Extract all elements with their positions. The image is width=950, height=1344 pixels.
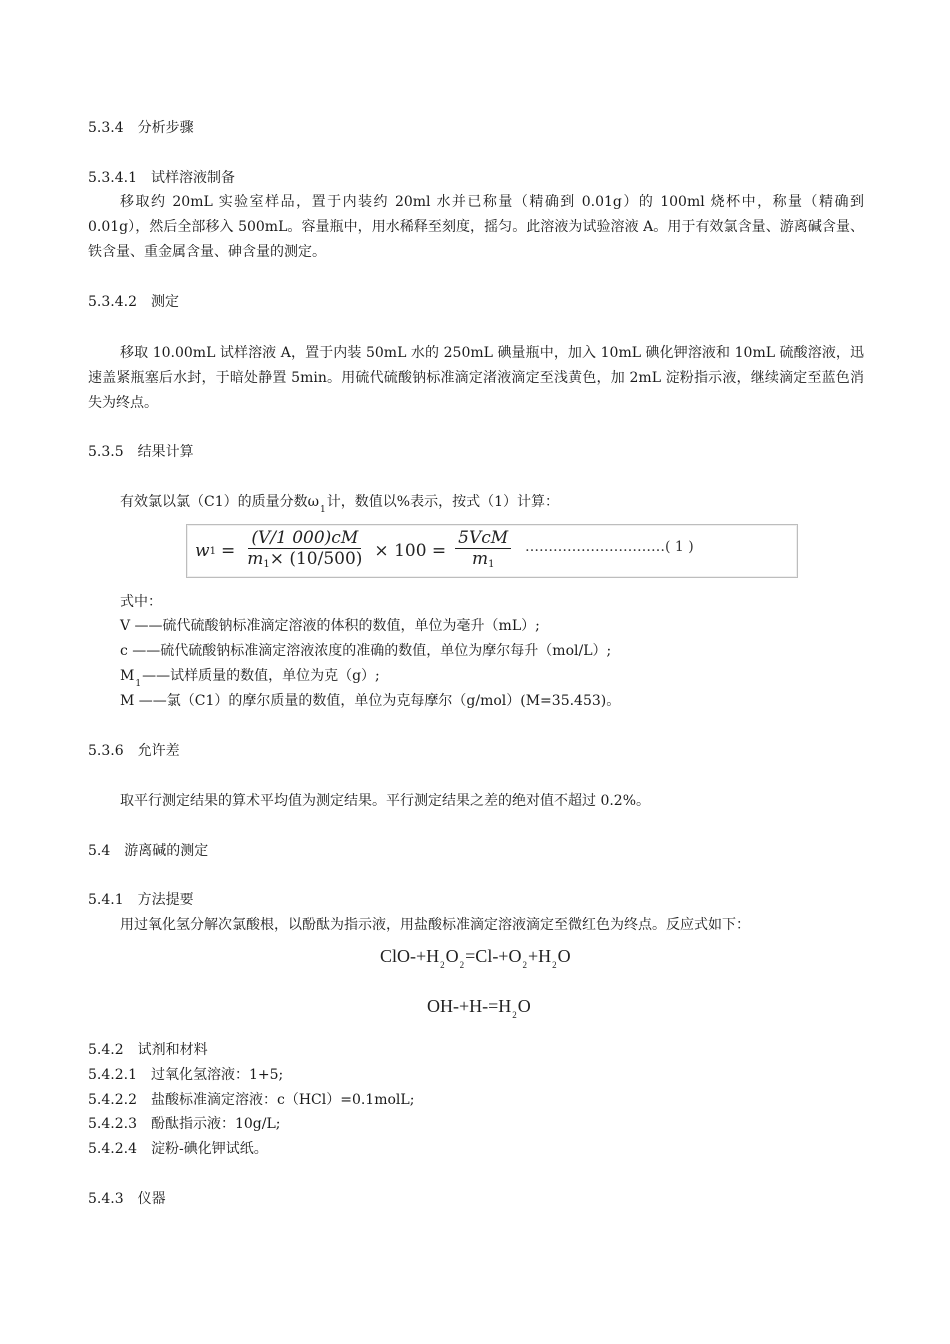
formula-number: ( 1 )	[665, 539, 694, 555]
formula-fraction-1-denominator-m: m	[247, 548, 264, 569]
eq1-part-d: +H	[527, 946, 552, 966]
formula-fraction-2-denominator-subscript: 1	[488, 558, 495, 570]
section-heading-5-4-2: 5.4.2 试剂和材料	[88, 1042, 208, 1058]
formula-dots: …………………………	[525, 539, 665, 555]
formula-lhs: w	[195, 541, 210, 561]
paragraph-determination: 移取 10.00mL 试样溶液 A，置于内装 50mL 水的 250mL 碘量瓶中，加入 10mL 碘化钾溶液和 10mL 硫酸溶液，迅速盖紧瓶塞后水封，于暗处静置 5min。用硫代硫酸钠标准滴定渚液滴定至浅黄色，加 2mL 淀粉指示液，继续滴定至蓝色消失为终点。	[88, 345, 864, 411]
formula-fraction-1-denominator-subscript: 1	[263, 558, 270, 570]
eq1-part-b: O	[445, 946, 459, 966]
section-heading-5-3-5: 5.3.5 结果计算	[88, 444, 194, 460]
where-item-m1-text: ——试样质量的数值，单位为克（g）;	[142, 668, 380, 684]
reagent-5-4-2-4: 5.4.2.4 淀粉-碘化钾试纸。	[88, 1141, 268, 1157]
eq1-sub-1: 2	[440, 960, 445, 970]
formula-fraction-2-denominator	[469, 549, 498, 575]
eq1-sub-4: 2	[552, 960, 557, 970]
where-item-m1-symbol: M	[120, 668, 135, 684]
formula-lhs-subscript: 1	[209, 545, 216, 557]
section-heading-5-3-4-2: 5.3.4.2 测定	[88, 294, 179, 310]
reaction-equation-1	[380, 946, 571, 970]
where-item-m1	[120, 664, 380, 691]
paragraph-method-summary: 用过氧化氢分解次氯酸根，以酚酞为指示液，用盐酸标准滴定溶液滴定至微红色为终点。反应式如下：	[120, 917, 750, 933]
formula-fraction-1-numerator: (V/1 000)cM	[248, 528, 361, 549]
section-heading-5-3-4-1: 5.3.4.1 试样溶液制备	[88, 170, 235, 186]
formula-times-100: × 100 =	[374, 541, 447, 561]
reagent-5-4-2-2: 5.4.2.2 盐酸标准滴定溶液：c（HCl）=0.1molL;	[88, 1092, 415, 1108]
where-label: 式中：	[120, 594, 162, 610]
formula-intro	[120, 490, 559, 517]
section-heading-5-3-4: 5.3.4 分析步骤	[88, 120, 194, 136]
formula-fraction-2-denominator-m: m	[471, 548, 489, 569]
formula-fraction-2-numerator: 5VcM	[455, 528, 511, 549]
where-item-m1-subscript: 1	[135, 679, 142, 689]
section-heading-5-4: 5.4 游离碱的测定	[88, 843, 209, 859]
eq2-sub-1: 2	[512, 1010, 517, 1020]
reaction-equation-2	[427, 996, 531, 1020]
section-heading-5-3-6: 5.3.6 允许差	[88, 743, 180, 759]
formula-leader-dots	[525, 539, 694, 555]
eq1-part-c: =Cl-+O	[465, 946, 522, 966]
eq2-part-a: OH-+H-=H	[427, 996, 512, 1016]
formula-intro-text-b: 计，数值以%表示，按式（1）计算：	[326, 494, 559, 510]
paragraph-sample-preparation: 移取约 20mL 实验室样品，置于内装约 20ml 水并已称量（精确到 0.01g）的 100ml 烧杯中，称量（精确到 0.01g），然后全部移入 500mL。容量瓶中，用水稀释至刻度，摇匀。此溶液为试验溶液 A。用于有效氯含量、游离碱含量、铁含量、重金属含量、砷含量的测定。	[88, 194, 864, 260]
formula-fraction-1-denominator-rest: × (10/500)	[269, 548, 363, 569]
formula-equals: =	[220, 541, 236, 561]
eq1-sub-3: 2	[522, 960, 527, 970]
where-item-v: V ——硫代硫酸钠标准滴定溶液的体积的数值，单位为毫升（mL）;	[120, 618, 540, 634]
formula-intro-text-a: 有效氯以氯（C1）的质量分数ω	[120, 494, 320, 510]
formula-fraction-1-denominator	[244, 549, 365, 575]
formula-fraction-2	[455, 528, 511, 575]
eq1-part-e: O	[557, 946, 571, 966]
section-heading-5-4-1: 5.4.1 方法提要	[88, 892, 194, 908]
section-heading-5-4-3: 5.4.3 仪器	[88, 1191, 166, 1207]
eq1-sub-2: 2	[459, 960, 465, 970]
eq1-part-a: ClO-+H	[380, 946, 440, 966]
formula-expression	[195, 527, 515, 575]
formula-fraction-1	[244, 528, 365, 575]
where-item-m: M ——氯（C1）的摩尔质量的数值，单位为克每摩尔（g/mol）(M=35.453)。	[120, 693, 621, 709]
formula-box	[186, 524, 798, 578]
eq2-part-b: O	[517, 996, 531, 1016]
reagent-5-4-2-1: 5.4.2.1 过氧化氢溶液：1+5;	[88, 1067, 284, 1083]
where-item-c: c ——硫代硫酸钠标准滴定溶液浓度的准确的数值，单位为摩尔每升（mol/L）;	[120, 643, 612, 659]
paragraph-tolerance: 取平行测定结果的算术平均值为测定结果。平行测定结果之差的绝对值不超过 0.2%。	[120, 793, 651, 809]
formula-intro-subscript: 1	[320, 505, 326, 515]
reagent-5-4-2-3: 5.4.2.3 酚酞指示液：10g/L;	[88, 1116, 281, 1132]
